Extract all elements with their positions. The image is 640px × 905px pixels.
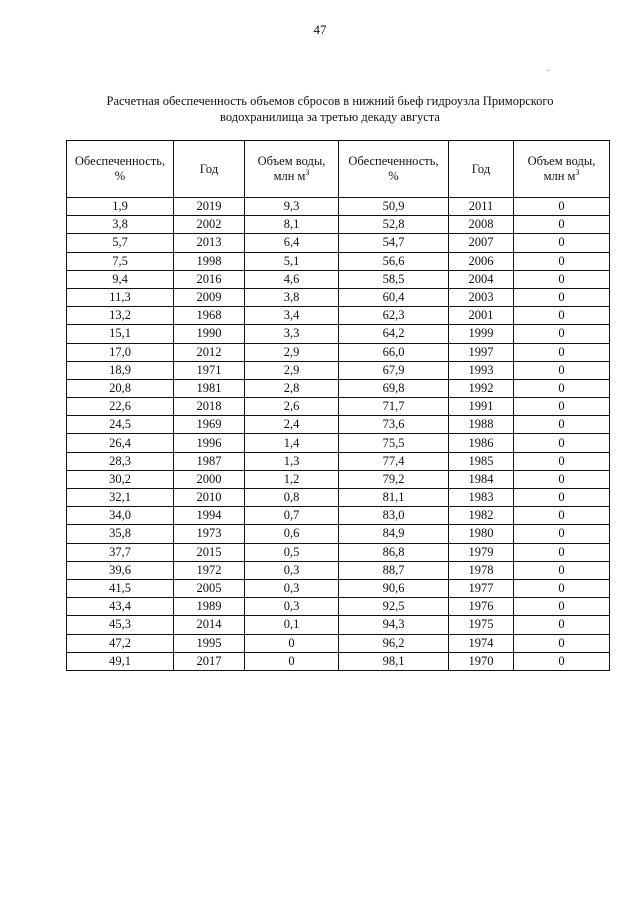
cell-volume-1: 1,2	[245, 470, 339, 488]
cell-volume-1: 2,4	[245, 416, 339, 434]
header-volume-1-label: Объем воды,	[257, 154, 326, 168]
cell-volume-2: 0	[514, 361, 610, 379]
cell-probability-2: 60,4	[339, 288, 449, 306]
cell-probability-2: 96,2	[339, 634, 449, 652]
scan-mark	[547, 70, 550, 71]
cell-volume-1: 0,8	[245, 489, 339, 507]
cell-year-1: 1971	[174, 361, 245, 379]
cell-volume-2: 0	[514, 525, 610, 543]
table-row	[67, 652, 610, 670]
cell-probability-2: 86,8	[339, 543, 449, 561]
cell-probability-2: 92,5	[339, 598, 449, 616]
table-row	[67, 216, 610, 234]
cell-probability-1: 47,2	[67, 634, 174, 652]
header-volume-2-label: Объем воды,	[527, 154, 596, 168]
table-row	[67, 198, 610, 216]
cell-year-2: 1982	[449, 507, 514, 525]
cell-probability-2: 75,5	[339, 434, 449, 452]
header-volume-1	[245, 141, 339, 198]
cell-probability-2: 79,2	[339, 470, 449, 488]
cell-year-1: 2016	[174, 270, 245, 288]
cell-year-2: 2001	[449, 307, 514, 325]
cell-probability-1: 24,5	[67, 416, 174, 434]
cell-probability-1: 13,2	[67, 307, 174, 325]
header-volume-1-sup: 3	[305, 167, 310, 177]
table-row	[67, 598, 610, 616]
cell-probability-1: 30,2	[67, 470, 174, 488]
cell-year-2: 1979	[449, 543, 514, 561]
cell-probability-2: 81,1	[339, 489, 449, 507]
header-volume-2	[514, 141, 610, 198]
cell-volume-2: 0	[514, 452, 610, 470]
cell-volume-2: 0	[514, 616, 610, 634]
cell-year-1: 2017	[174, 652, 245, 670]
cell-probability-1: 34,0	[67, 507, 174, 525]
table-row	[67, 270, 610, 288]
cell-probability-1: 28,3	[67, 452, 174, 470]
cell-probability-1: 11,3	[67, 288, 174, 306]
table-row	[67, 325, 610, 343]
header-volume-2-sup: 3	[575, 167, 580, 177]
cell-volume-2: 0	[514, 216, 610, 234]
caption-line-2: водохранилища за третью декаду августа	[220, 110, 440, 124]
cell-probability-2: 69,8	[339, 379, 449, 397]
cell-volume-1: 6,4	[245, 234, 339, 252]
cell-volume-2: 0	[514, 398, 610, 416]
cell-year-1: 2009	[174, 288, 245, 306]
cell-year-1: 1989	[174, 598, 245, 616]
cell-volume-2: 0	[514, 325, 610, 343]
cell-probability-1: 18,9	[67, 361, 174, 379]
cell-volume-2: 0	[514, 270, 610, 288]
cell-probability-1: 7,5	[67, 252, 174, 270]
table-row	[67, 579, 610, 597]
cell-volume-1: 1,4	[245, 434, 339, 452]
header-probability-1-unit: %	[114, 169, 126, 183]
cell-volume-2: 0	[514, 598, 610, 616]
cell-probability-1: 32,1	[67, 489, 174, 507]
cell-volume-2: 0	[514, 507, 610, 525]
cell-year-1: 2018	[174, 398, 245, 416]
table-row	[67, 470, 610, 488]
cell-year-2: 1988	[449, 416, 514, 434]
cell-year-2: 1975	[449, 616, 514, 634]
cell-volume-1: 2,8	[245, 379, 339, 397]
cell-year-2: 1997	[449, 343, 514, 361]
cell-volume-1: 8,1	[245, 216, 339, 234]
cell-volume-1: 2,6	[245, 398, 339, 416]
cell-probability-1: 41,5	[67, 579, 174, 597]
cell-year-2: 2008	[449, 216, 514, 234]
cell-volume-2: 0	[514, 561, 610, 579]
table-row	[67, 616, 610, 634]
cell-probability-1: 9,4	[67, 270, 174, 288]
cell-probability-2: 71,7	[339, 398, 449, 416]
cell-year-2: 1980	[449, 525, 514, 543]
cell-probability-1: 22,6	[67, 398, 174, 416]
table-row	[67, 507, 610, 525]
cell-year-1: 1998	[174, 252, 245, 270]
cell-volume-1: 0,3	[245, 561, 339, 579]
table-row	[67, 452, 610, 470]
cell-volume-2: 0	[514, 379, 610, 397]
cell-probability-2: 67,9	[339, 361, 449, 379]
cell-probability-2: 58,5	[339, 270, 449, 288]
cell-probability-2: 50,9	[339, 198, 449, 216]
cell-probability-1: 49,1	[67, 652, 174, 670]
cell-volume-1: 0,5	[245, 543, 339, 561]
cell-volume-2: 0	[514, 652, 610, 670]
cell-probability-1: 39,6	[67, 561, 174, 579]
cell-volume-1: 2,9	[245, 343, 339, 361]
cell-volume-1: 0,3	[245, 579, 339, 597]
cell-year-2: 1983	[449, 489, 514, 507]
cell-volume-2: 0	[514, 489, 610, 507]
cell-year-2: 1978	[449, 561, 514, 579]
cell-probability-1: 26,4	[67, 434, 174, 452]
cell-volume-1: 0,3	[245, 598, 339, 616]
header-year-2: Год	[449, 141, 514, 198]
cell-volume-1: 9,3	[245, 198, 339, 216]
caption-line-1: Расчетная обеспеченность объемов сбросов в нижний бьеф гидроузла Приморского	[106, 94, 554, 108]
cell-probability-1: 45,3	[67, 616, 174, 634]
cell-volume-1: 4,6	[245, 270, 339, 288]
cell-volume-2: 0	[514, 288, 610, 306]
cell-year-1: 1990	[174, 325, 245, 343]
table-row	[67, 434, 610, 452]
cell-probability-2: 88,7	[339, 561, 449, 579]
cell-year-1: 1995	[174, 634, 245, 652]
cell-year-1: 2000	[174, 470, 245, 488]
cell-volume-2: 0	[514, 343, 610, 361]
cell-volume-1: 5,1	[245, 252, 339, 270]
cell-year-1: 2013	[174, 234, 245, 252]
header-volume-1-unit: млн м	[273, 169, 306, 183]
cell-volume-1: 1,3	[245, 452, 339, 470]
header-probability-1	[67, 141, 174, 198]
cell-year-2: 1970	[449, 652, 514, 670]
cell-year-1: 1994	[174, 507, 245, 525]
cell-probability-2: 56,6	[339, 252, 449, 270]
cell-year-1: 1996	[174, 434, 245, 452]
cell-year-2: 1985	[449, 452, 514, 470]
cell-probability-1: 1,9	[67, 198, 174, 216]
cell-year-2: 2004	[449, 270, 514, 288]
cell-volume-2: 0	[514, 416, 610, 434]
cell-volume-1: 2,9	[245, 361, 339, 379]
header-volume-2-unit: млн м	[543, 169, 576, 183]
cell-year-1: 2019	[174, 198, 245, 216]
cell-probability-2: 54,7	[339, 234, 449, 252]
cell-year-1: 2010	[174, 489, 245, 507]
table-row	[67, 379, 610, 397]
cell-probability-1: 43,4	[67, 598, 174, 616]
table-row	[67, 307, 610, 325]
cell-year-2: 1986	[449, 434, 514, 452]
cell-volume-2: 0	[514, 234, 610, 252]
cell-year-2: 2006	[449, 252, 514, 270]
cell-volume-1: 0,6	[245, 525, 339, 543]
header-probability-2-label: Обеспеченность,	[348, 154, 439, 168]
table-row	[67, 252, 610, 270]
table-caption	[90, 93, 570, 125]
cell-year-1: 1968	[174, 307, 245, 325]
cell-volume-1: 0,7	[245, 507, 339, 525]
cell-year-1: 2014	[174, 616, 245, 634]
cell-probability-1: 20,8	[67, 379, 174, 397]
cell-probability-2: 98,1	[339, 652, 449, 670]
table-row	[67, 398, 610, 416]
cell-year-2: 1991	[449, 398, 514, 416]
cell-year-1: 1981	[174, 379, 245, 397]
cell-probability-2: 83,0	[339, 507, 449, 525]
table-row	[67, 288, 610, 306]
cell-volume-1: 3,8	[245, 288, 339, 306]
cell-year-2: 1976	[449, 598, 514, 616]
cell-year-1: 2002	[174, 216, 245, 234]
table-row	[67, 634, 610, 652]
cell-year-2: 1974	[449, 634, 514, 652]
cell-probability-1: 15,1	[67, 325, 174, 343]
cell-probability-1: 37,7	[67, 543, 174, 561]
cell-year-1: 2012	[174, 343, 245, 361]
cell-volume-1: 3,4	[245, 307, 339, 325]
table-row	[67, 343, 610, 361]
cell-year-1: 1973	[174, 525, 245, 543]
cell-volume-2: 0	[514, 307, 610, 325]
table-row	[67, 543, 610, 561]
cell-volume-2: 0	[514, 434, 610, 452]
cell-volume-1: 3,3	[245, 325, 339, 343]
table-body	[67, 198, 610, 671]
cell-volume-2: 0	[514, 470, 610, 488]
cell-year-1: 2005	[174, 579, 245, 597]
cell-volume-2: 0	[514, 252, 610, 270]
cell-year-2: 2011	[449, 198, 514, 216]
table-row	[67, 416, 610, 434]
table-row	[67, 361, 610, 379]
cell-volume-2: 0	[514, 198, 610, 216]
cell-year-2: 1999	[449, 325, 514, 343]
cell-probability-2: 73,6	[339, 416, 449, 434]
header-probability-2	[339, 141, 449, 198]
cell-volume-1: 0	[245, 634, 339, 652]
header-probability-1-label: Обеспеченность,	[74, 154, 166, 168]
cell-probability-1: 35,8	[67, 525, 174, 543]
cell-year-1: 2015	[174, 543, 245, 561]
cell-volume-1: 0,1	[245, 616, 339, 634]
cell-year-2: 1993	[449, 361, 514, 379]
table-row	[67, 489, 610, 507]
cell-year-1: 1987	[174, 452, 245, 470]
cell-probability-2: 90,6	[339, 579, 449, 597]
cell-probability-2: 94,3	[339, 616, 449, 634]
cell-volume-2: 0	[514, 579, 610, 597]
cell-volume-1: 0	[245, 652, 339, 670]
cell-probability-1: 17,0	[67, 343, 174, 361]
cell-probability-2: 84,9	[339, 525, 449, 543]
table-row	[67, 234, 610, 252]
cell-probability-2: 66,0	[339, 343, 449, 361]
probability-table	[66, 140, 610, 671]
cell-year-2: 1984	[449, 470, 514, 488]
cell-year-1: 1972	[174, 561, 245, 579]
cell-volume-2: 0	[514, 634, 610, 652]
table-row	[67, 561, 610, 579]
cell-probability-2: 77,4	[339, 452, 449, 470]
header-year-1: Год	[174, 141, 245, 198]
cell-volume-2: 0	[514, 543, 610, 561]
table-header-row	[67, 141, 610, 198]
cell-year-2: 2003	[449, 288, 514, 306]
page-number: 47	[313, 22, 327, 37]
table-row	[67, 525, 610, 543]
cell-probability-2: 52,8	[339, 216, 449, 234]
cell-year-2: 2007	[449, 234, 514, 252]
header-probability-2-unit: %	[388, 169, 399, 183]
cell-year-2: 1977	[449, 579, 514, 597]
cell-year-1: 1969	[174, 416, 245, 434]
cell-probability-1: 5,7	[67, 234, 174, 252]
cell-probability-1: 3,8	[67, 216, 174, 234]
cell-probability-2: 62,3	[339, 307, 449, 325]
cell-year-2: 1992	[449, 379, 514, 397]
cell-probability-2: 64,2	[339, 325, 449, 343]
